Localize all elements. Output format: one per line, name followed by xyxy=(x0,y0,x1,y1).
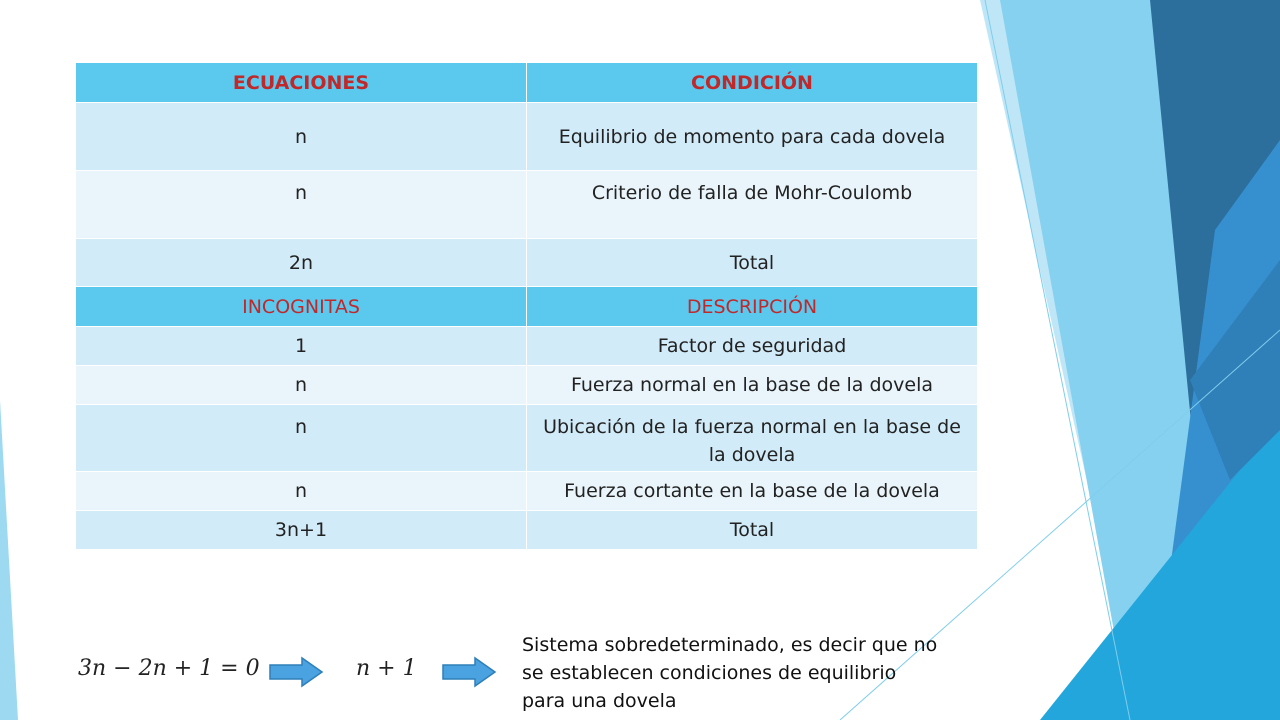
table-row xyxy=(76,171,978,239)
header-row-incognitas xyxy=(76,287,978,327)
header-row-ecuaciones xyxy=(76,63,978,103)
equation-left: 3n − 2n + 1 = 0 xyxy=(78,656,260,681)
cell-description: Fuerza normal en la base de la dovela xyxy=(527,366,978,405)
table-row xyxy=(76,405,978,472)
table-row xyxy=(76,472,978,511)
header-condicion: CONDICIÓN xyxy=(527,63,978,103)
cell-description: Factor de seguridad xyxy=(527,327,978,366)
data-table xyxy=(75,62,978,550)
table-row xyxy=(76,239,978,287)
cell-condition: Criterio de falla de Mohr-Coulomb xyxy=(527,171,978,239)
cell-count: n xyxy=(76,472,527,511)
table-row xyxy=(76,511,978,550)
table-row xyxy=(76,103,978,171)
left-edge-shape xyxy=(0,400,18,720)
cell-condition: Equilibrio de momento para cada dovela xyxy=(527,103,978,171)
cell-description: Ubicación de la fuerza normal en la base de la dovela xyxy=(527,405,978,472)
cell-count: 1 xyxy=(76,327,527,366)
conclusion-note: Sistema sobredeterminado, es decir que no se establecen condiciones de equilibrio para una dovela xyxy=(522,634,938,712)
table-row xyxy=(76,366,978,405)
cell-count: n xyxy=(76,366,527,405)
cell-count: n xyxy=(76,171,527,239)
cell-count: n xyxy=(76,103,527,171)
header-ecuaciones: ECUACIONES xyxy=(76,63,527,103)
cell-count: 2n xyxy=(76,239,527,287)
cell-condition: Total xyxy=(527,239,978,287)
right-arrow-icon xyxy=(268,656,324,688)
cell-description: Total xyxy=(527,511,978,550)
cell-description: Fuerza cortante en la base de la dovela xyxy=(527,472,978,511)
right-arrow-icon xyxy=(441,656,497,688)
equation-right: n + 1 xyxy=(356,656,417,681)
cell-count: 3n+1 xyxy=(76,511,527,550)
table-row xyxy=(76,327,978,366)
header-descripcion: DESCRIPCIÓN xyxy=(527,287,978,327)
header-incognitas: INCOGNITAS xyxy=(76,287,527,327)
cell-count: n xyxy=(76,405,527,472)
